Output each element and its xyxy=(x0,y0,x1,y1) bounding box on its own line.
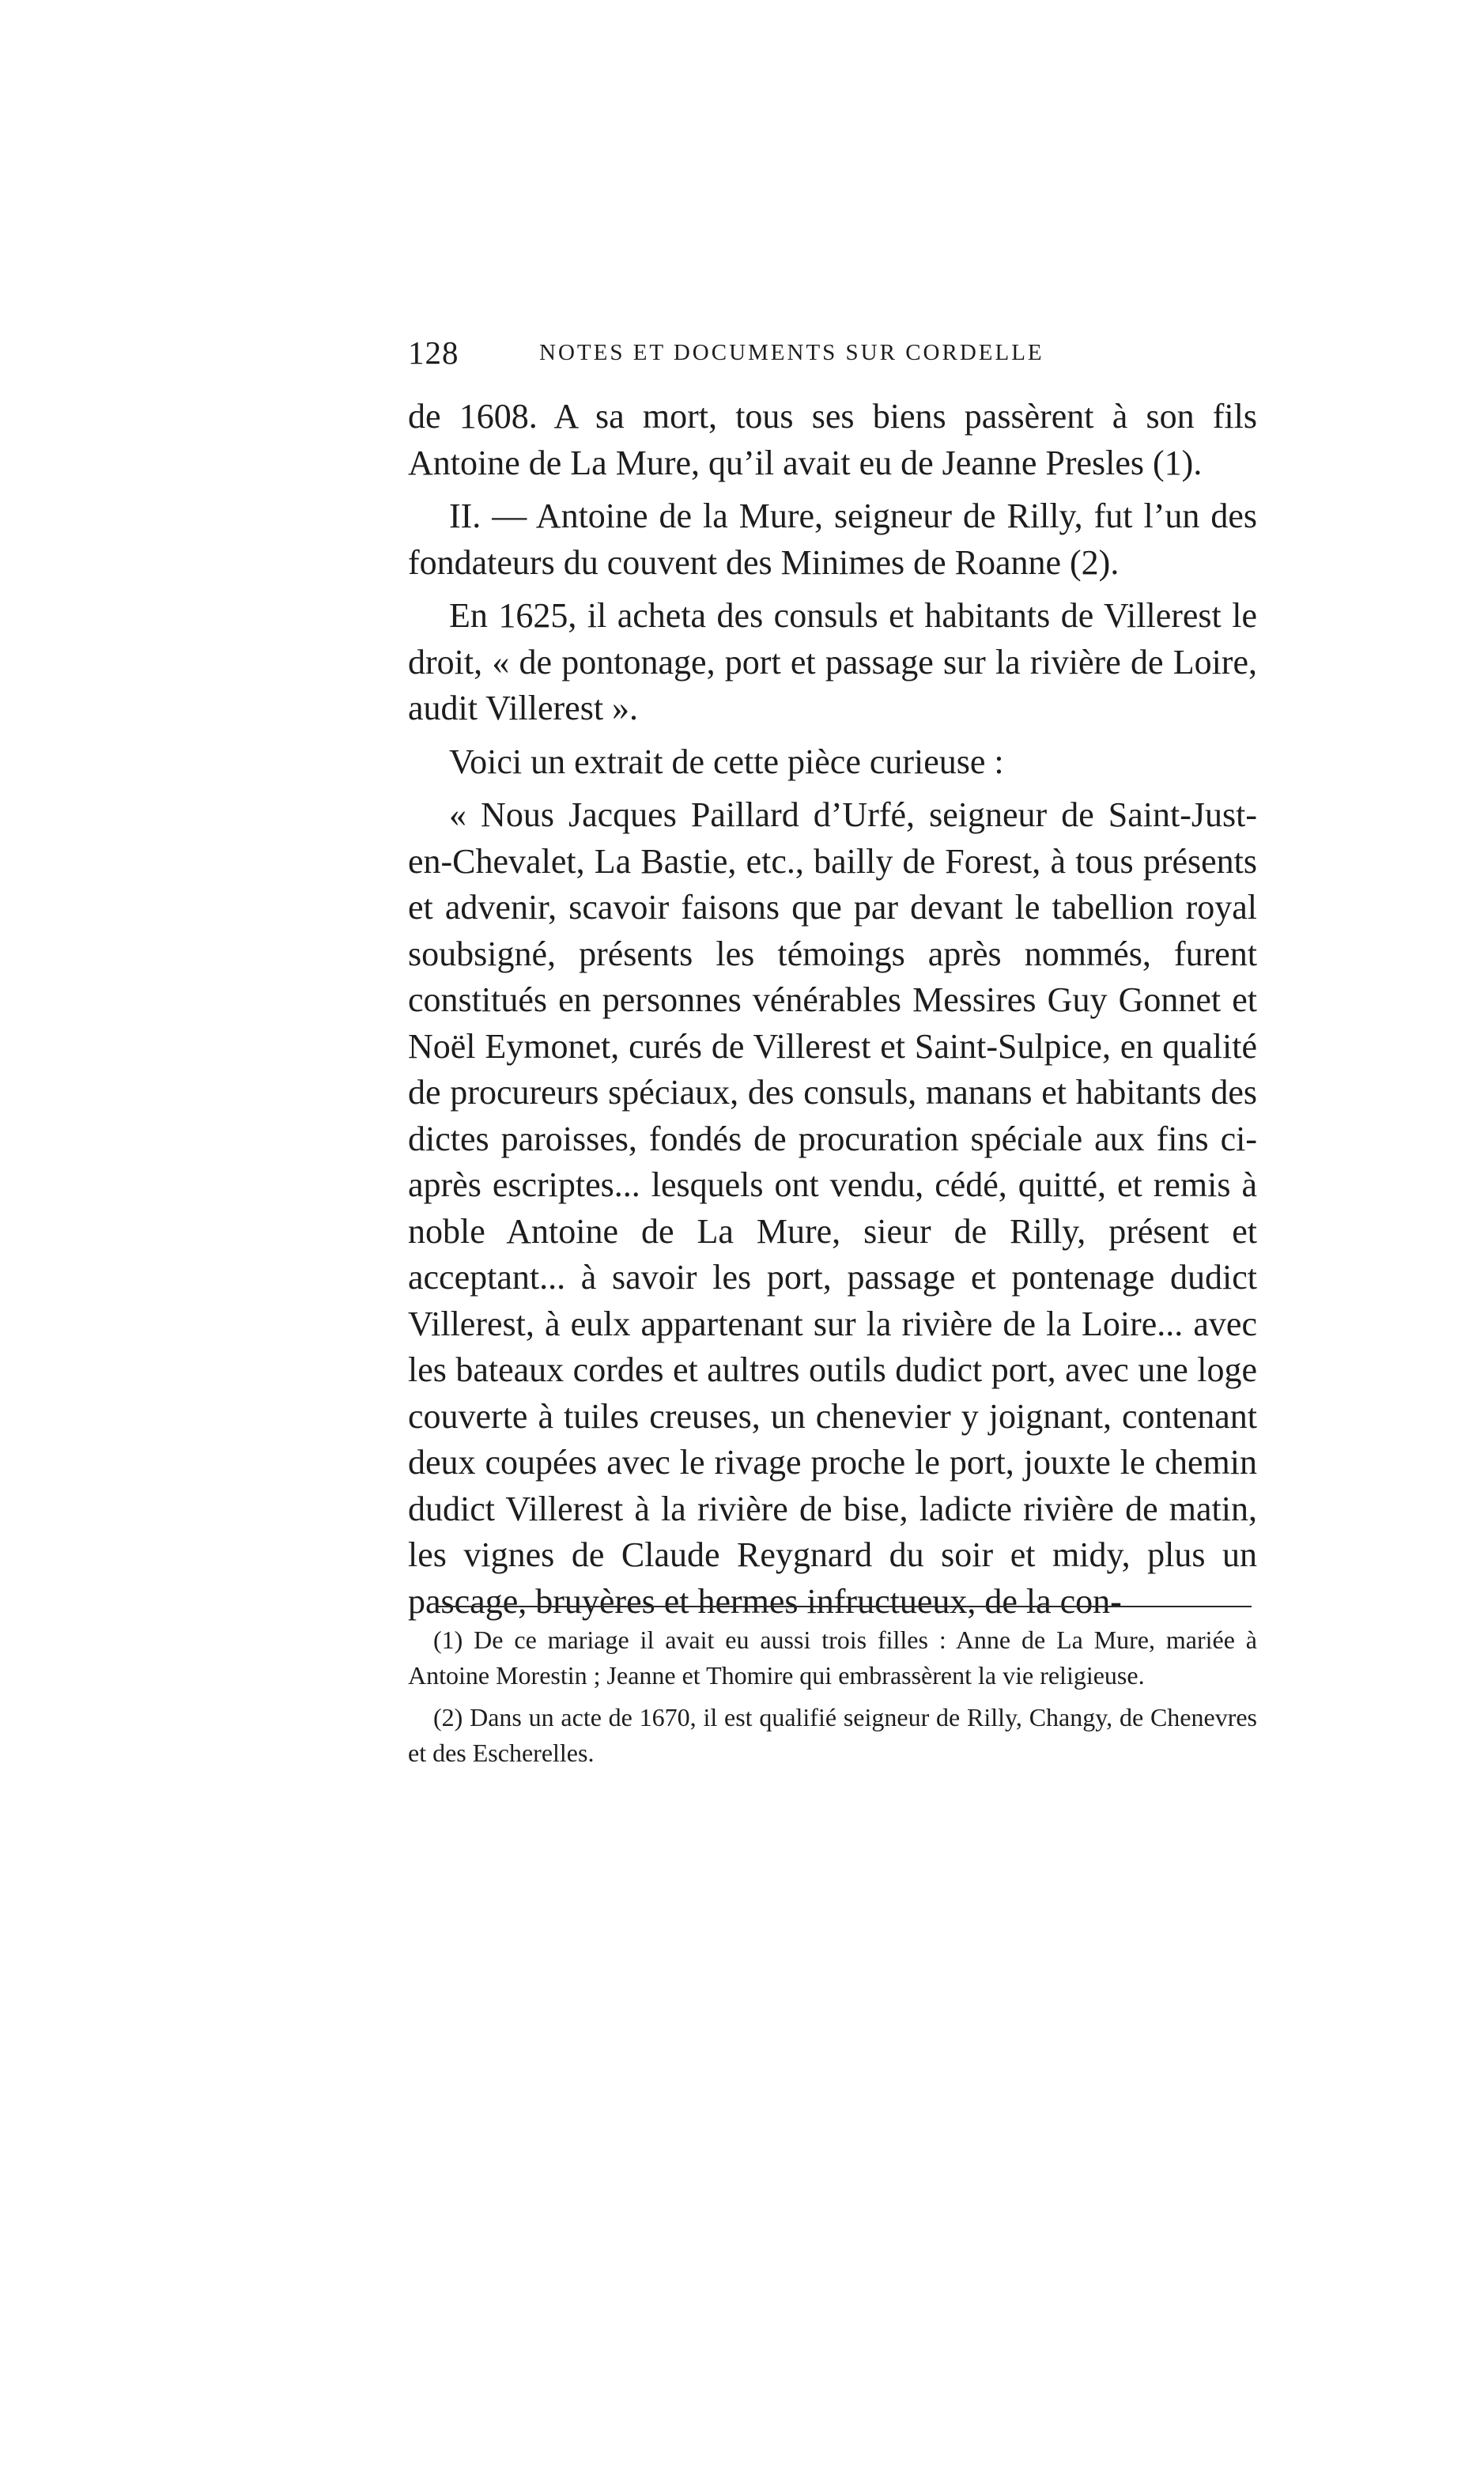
footnote: (2) Dans un acte de 1670, il est qualifié seigneur de Rilly, Changy, de Chenevres et des Escherelles. xyxy=(408,1703,1257,1767)
paragraph: de 1608. A sa mort, tous ses biens passèrent à son fils Antoine de La Mure, qu’il avait eu de Jeanne Presles (1). xyxy=(408,397,1257,482)
paragraph: En 1625, il acheta des consuls et habitants de Villerest le droit, « de pontonage, port et passage sur la rivière de Loire, audit Villerest ». xyxy=(408,596,1257,727)
main-text xyxy=(408,394,1257,1625)
paragraph: Voici un extrait de cette pièce curieuse : xyxy=(449,742,1004,781)
footnotes xyxy=(408,1622,1257,1777)
page-header xyxy=(408,334,1257,378)
footnote-divider xyxy=(437,1606,1252,1607)
paragraph: II. — Antoine de la Mure, seigneur de Rilly, fut l’un des fondateurs du couvent des Minimes de Roanne (2). xyxy=(408,497,1257,582)
footnote: (1) De ce mariage il avait eu aussi trois filles : Anne de La Mure, mariée à Antoine Morestin ; Jeanne et Thomire qui embrassèrent la vie religieuse. xyxy=(408,1626,1257,1690)
paragraph: « Nous Jacques Paillard d’Urfé, seigneur de Saint-Just-en-Chevalet, La Bastie, etc., bailly de Forest, à tous présents et advenir, scavoir faisons que par devant le tabellion royal soubsigné, présents les témoings après nommés, furent constitués en personnes vénérables Messires Guy Gonnet et Noël Eymonet, curés de Villerest et Saint-Sulpice, en qualité de procureurs spéciaux, des consuls, manans et habitants des dictes paroisses, fondés de procuration spéciale aux fins ci-après escriptes... lesquels ont vendu, cédé, quitté, et remis à noble Antoine de La Mure, sieur de Rilly, présent et acceptant... à savoir les port, passage et pontenage dudict Villerest, à eulx appartenant sur la rivière de la Loire... avec les bateaux cordes et aultres outils dudict port, avec une loge couverte à tuiles creuses, un chenevier y joignant, contenant deux coupées avec le rivage proche le port, jouxte le chemin dudict Villerest à la rivière de bise, ladicte rivière de matin, les vignes de Claude Reygnard du soir et midy, plus un pascage, bruyères et hermes infructueux, de la con- xyxy=(408,795,1257,1621)
running-title: NOTES ET DOCUMENTS SUR CORDELLE xyxy=(539,340,1044,365)
page-number: 128 xyxy=(408,334,459,371)
